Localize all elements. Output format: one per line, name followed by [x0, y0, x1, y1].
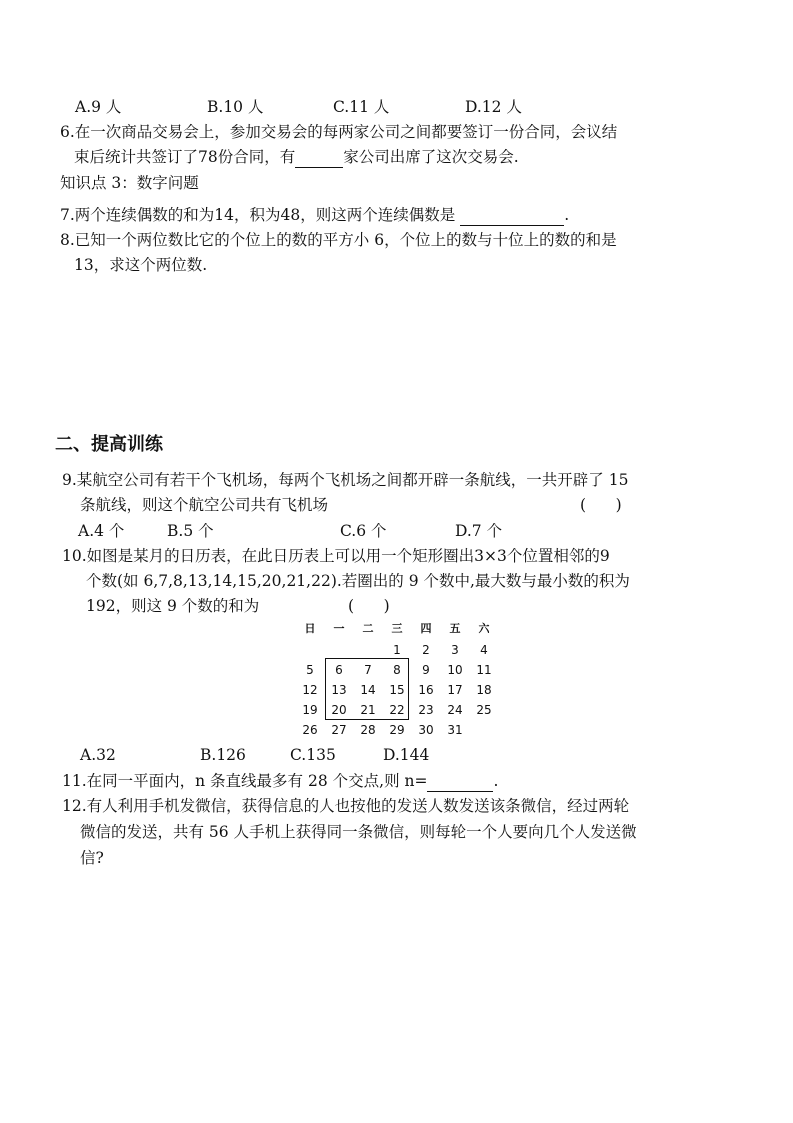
q10-option-b: B.126 [200, 746, 246, 764]
calendar-header-sun: 日 [304, 622, 316, 635]
q10-line1: 10.如图是某月的日历表，在此日历表上可以用一个矩形圈出3×3个位置相邻的9 [62, 547, 610, 565]
q9-line1: 9.某航空公司有若干个飞机场，每两个飞机场之间都开辟一条航线，一共开辟了 15 [62, 471, 629, 489]
q6-line1: 6.在一次商品交易会上，参加交易会的每两家公司之间都要签订一份合同，会议结 [60, 123, 618, 141]
calendar-day: 28 [360, 723, 376, 737]
q9-line2: 条航线，则这个航空公司共有飞机场 [80, 496, 329, 514]
section-heading: 二、提高训练 [55, 434, 163, 455]
calendar-day: 22 [389, 703, 405, 717]
calendar-day: 3 [451, 643, 459, 657]
q10-line3: 192，则这 9 个数的和为 [86, 597, 260, 615]
calendar-day: 21 [360, 703, 376, 717]
q8-line1: 8.已知一个两位数比它的个位上的数的平方小 6，个位上的数与十位上的数的和是 [60, 231, 617, 249]
calendar-day: 10 [447, 663, 463, 677]
q6-line2-a: 束后统计共签订了78份合同，有 [74, 148, 296, 166]
q5-option-a: A.9 人 [75, 98, 122, 116]
q10-option-a: A.32 [80, 746, 116, 764]
q10-option-d: D.144 [383, 746, 430, 764]
q7-end: . [564, 206, 570, 224]
q10-line2: 个数(如 6,7,8,13,14,15,20,21,22).若圈出的 9 个数中,最大数与最小数的积为 [86, 572, 630, 590]
q11-answer-blank[interactable] [427, 771, 493, 792]
calendar-day: 13 [331, 683, 347, 697]
calendar-header-wed: 三 [391, 622, 403, 635]
q7-text: 7.两个连续偶数的和为14，积为48，则这两个连续偶数是 [60, 206, 456, 224]
knowledge-point-3: 知识点 3：数字问题 [60, 174, 199, 192]
q11-text: 11.在同一平面内，n 条直线最多有 28 个交点,则 n= [62, 772, 428, 790]
q10-answer-paren[interactable]: ( ) [348, 597, 390, 615]
calendar-day: 29 [389, 723, 405, 737]
calendar-day: 19 [302, 703, 318, 717]
calendar-day: 4 [480, 643, 488, 657]
calendar-day: 24 [447, 703, 463, 717]
q8-line2: 13，求这个两位数. [74, 256, 208, 274]
q7-answer-blank[interactable] [460, 205, 564, 226]
calendar-day: 7 [364, 663, 372, 677]
q11-end: . [493, 772, 499, 790]
calendar-day: 18 [476, 683, 492, 697]
calendar-day: 20 [331, 703, 347, 717]
calendar-day: 25 [476, 703, 492, 717]
calendar-day: 14 [360, 683, 376, 697]
calendar-day: 11 [476, 663, 492, 677]
calendar-day: 1 [393, 643, 401, 657]
calendar-header-thu: 四 [420, 622, 432, 635]
q5-option-b: B.10 人 [207, 98, 264, 116]
calendar-header-mon: 一 [333, 622, 345, 635]
q5-option-c: C.11 人 [333, 98, 390, 116]
calendar-day: 16 [418, 683, 434, 697]
q6-line2-b: 家公司出席了这次交易会. [343, 148, 519, 166]
calendar-header-fri: 五 [449, 622, 461, 635]
calendar-day: 6 [335, 663, 343, 677]
calendar-day: 27 [331, 723, 347, 737]
calendar-day: 30 [418, 723, 434, 737]
q12-line2: 微信的发送，共有 56 人手机上获得同一条微信，则每轮一个人要向几个人发送微 [80, 823, 637, 841]
q12-line3: 信? [80, 849, 104, 867]
q10-option-c: C.135 [290, 746, 336, 764]
q5-option-d: D.12 人 [465, 98, 522, 116]
calendar-header-sat: 六 [478, 622, 490, 635]
calendar-day: 26 [302, 723, 318, 737]
calendar-day: 9 [422, 663, 430, 677]
q9-option-b: B.5 个 [167, 522, 214, 540]
q9-answer-paren[interactable]: ( ) [580, 496, 622, 514]
q9-option-c: C.6 个 [340, 522, 387, 540]
calendar-day: 31 [447, 723, 463, 737]
calendar-day: 15 [389, 683, 405, 697]
calendar-day: 2 [422, 643, 430, 657]
q12-line1: 12.有人利用手机发微信，获得信息的人也按他的发送人数发送该条微信，经过两轮 [62, 797, 630, 815]
q9-option-a: A.4 个 [78, 522, 125, 540]
calendar-selection-frame [325, 658, 409, 720]
calendar-day: 12 [302, 683, 318, 697]
calendar-day: 23 [418, 703, 434, 717]
q9-option-d: D.7 个 [455, 522, 503, 540]
q6-answer-blank[interactable] [295, 147, 343, 168]
calendar-day: 17 [447, 683, 463, 697]
calendar-day: 5 [306, 663, 314, 677]
calendar-header-tue: 二 [362, 622, 374, 635]
q11-line [62, 771, 498, 792]
calendar-day: 8 [393, 663, 401, 677]
q7-line [60, 205, 569, 226]
q6-line2 [74, 147, 519, 168]
